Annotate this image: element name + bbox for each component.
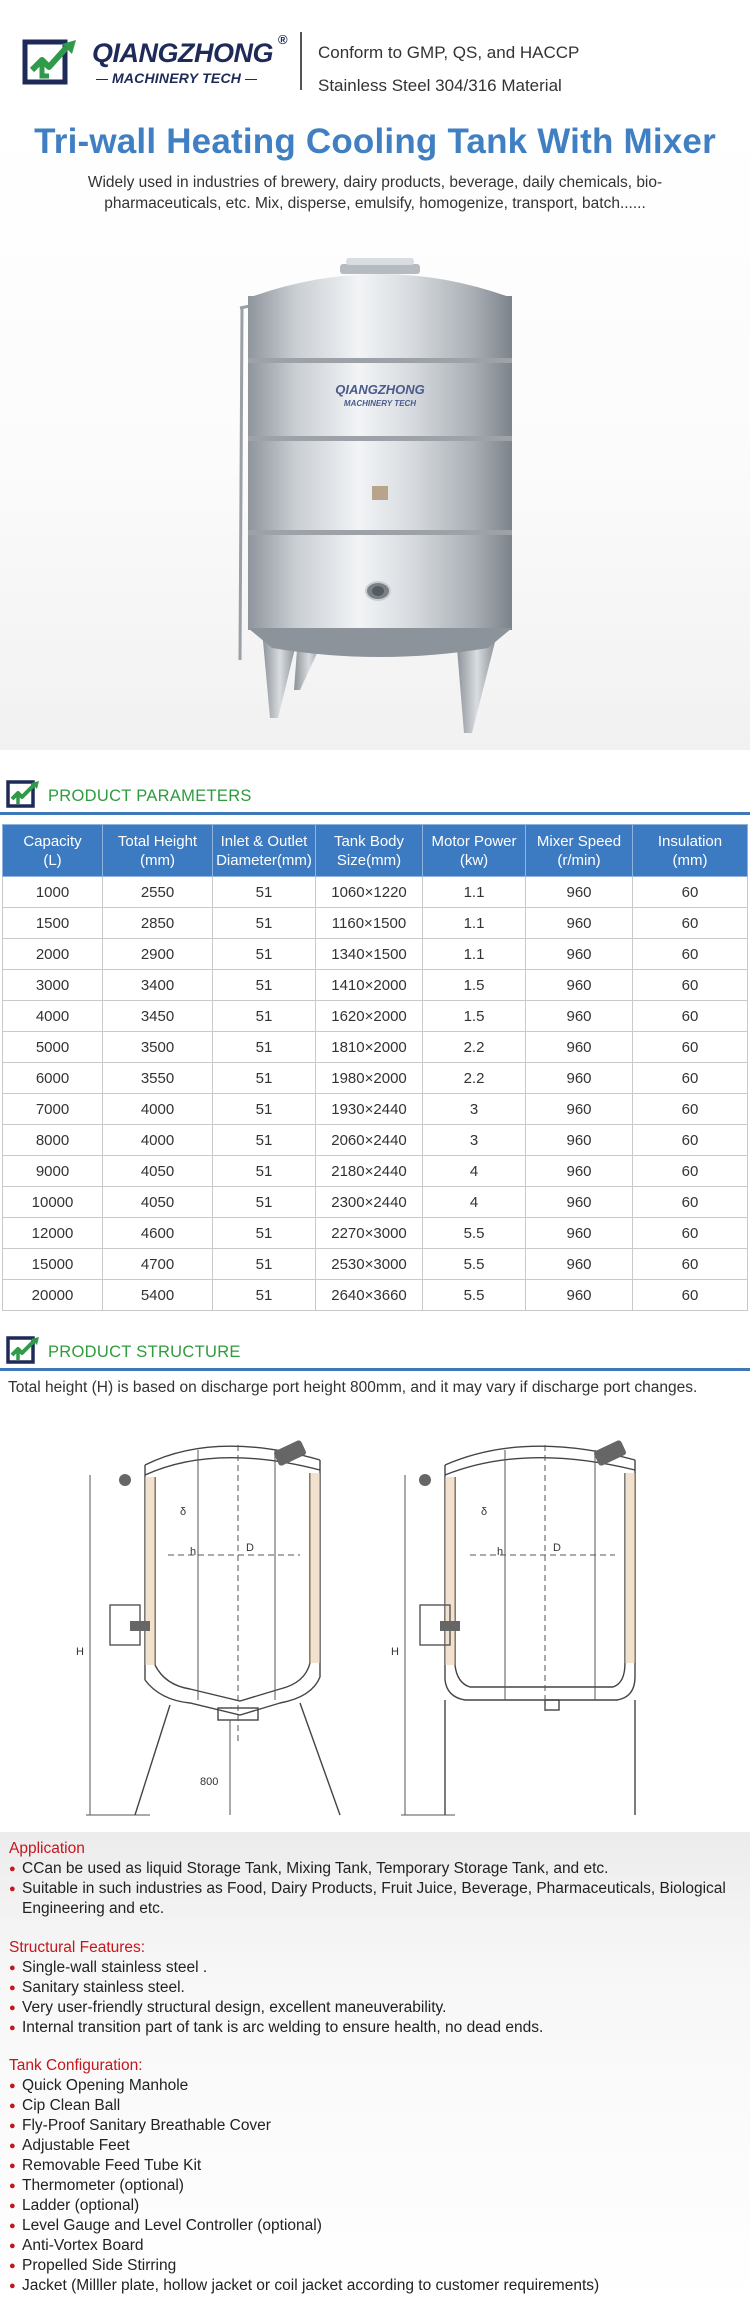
parameters-table	[2, 824, 748, 1311]
table-cell: 1.1	[423, 939, 526, 970]
table-cell: 1.1	[423, 877, 526, 908]
table-cell: 4000	[103, 1094, 213, 1125]
table-body	[3, 877, 748, 1311]
table-cell: 3450	[103, 1001, 213, 1032]
dimension-d-label: D	[553, 1542, 561, 1554]
tank-configuration-title: Tank Configuration:	[9, 2057, 143, 2074]
table-cell: 1810×2000	[316, 1032, 423, 1063]
table-cell: 1340×1500	[316, 939, 423, 970]
table-cell: 960	[526, 1125, 633, 1156]
table-cell: 2550	[103, 877, 213, 908]
list-item: ● Jacket (Milller plate, hollow jacket or coil jacket according to customer requirements)	[9, 2276, 599, 2296]
table-row	[3, 1280, 748, 1311]
table-row	[3, 1218, 748, 1249]
table-cell: 960	[526, 970, 633, 1001]
table-cell: 960	[526, 908, 633, 939]
table-cell: 5400	[103, 1280, 213, 1311]
list-item: ● Sanitary stainless steel.	[9, 1978, 543, 1998]
table-cell: 60	[633, 877, 748, 908]
dimension-h-label: H	[76, 1646, 84, 1658]
list-item: ● Quick Opening Manhole	[9, 2076, 599, 2096]
claim-standards: Conform to GMP, QS, and HACCP	[318, 43, 580, 62]
table-row	[3, 1156, 748, 1187]
table-cell: 60	[633, 1280, 748, 1311]
column-header: Mixer Speed (r/min)	[526, 825, 633, 877]
hero-section	[0, 118, 750, 750]
table-cell: 60	[633, 1001, 748, 1032]
column-header: Motor Power (kw)	[423, 825, 526, 877]
table-cell: 2900	[103, 939, 213, 970]
table-cell: 5.5	[423, 1218, 526, 1249]
table-cell: 1930×2440	[316, 1094, 423, 1125]
table-cell: 60	[633, 1032, 748, 1063]
table-cell: 2640×3660	[316, 1280, 423, 1311]
dimension-d-label: D	[246, 1542, 254, 1554]
dimension-delta-label: δ	[481, 1506, 488, 1518]
application-block	[9, 1839, 729, 1919]
table-cell: 2270×3000	[316, 1218, 423, 1249]
dimension-small-h-label: h	[190, 1546, 197, 1558]
specification-lists	[0, 1832, 750, 2300]
list-item: ● Thermometer (optional)	[9, 2176, 599, 2196]
table-cell: 4600	[103, 1218, 213, 1249]
table-cell: 51	[213, 1063, 316, 1094]
table-cell: 2.2	[423, 1032, 526, 1063]
table-row	[3, 1094, 748, 1125]
dimension-800-label: 800	[200, 1776, 219, 1788]
list-item: ● Cip Clean Ball	[9, 2096, 599, 2116]
table-cell: 3000	[3, 970, 103, 1001]
structural-features-block	[9, 1938, 543, 2038]
table-cell: 60	[633, 1125, 748, 1156]
column-header: Total Height (mm)	[103, 825, 213, 877]
table-cell: 51	[213, 939, 316, 970]
tank-product-image	[220, 228, 540, 748]
table-cell: 2060×2440	[316, 1125, 423, 1156]
list-item: ● Level Gauge and Level Controller (optional)	[9, 2216, 599, 2236]
table-cell: 1500	[3, 908, 103, 939]
section-rule	[0, 1368, 750, 1371]
structural-features-list	[9, 1958, 543, 2038]
table-cell: 60	[633, 1094, 748, 1125]
tank-drawing-flat-base	[385, 1415, 715, 1835]
table-cell: 960	[526, 1280, 633, 1311]
table-cell: 3	[423, 1094, 526, 1125]
application-title: Application	[9, 1840, 85, 1857]
header-claims	[318, 36, 579, 102]
table-cell: 960	[526, 1218, 633, 1249]
table-cell: 1.5	[423, 1001, 526, 1032]
table-row	[3, 908, 748, 939]
table-row	[3, 1063, 748, 1094]
section-logo-icon	[6, 1335, 40, 1365]
list-item: ● Suitable in such industries as Food, Dairy Products, Fruit Juice, Beverage, Pharmaceuticals, Biological Engineering and etc.	[9, 1879, 729, 1919]
table-cell: 960	[526, 1032, 633, 1063]
table-cell: 2300×2440	[316, 1187, 423, 1218]
list-item: ● Anti-Vortex Board	[9, 2236, 599, 2256]
table-row	[3, 1032, 748, 1063]
table-cell: 51	[213, 1001, 316, 1032]
dimension-delta-label: δ	[180, 1506, 187, 1518]
structure-note: Total height (H) is based on discharge port height 800mm, and it may vary if discharge port changes.	[8, 1379, 698, 1396]
brand-block	[92, 32, 288, 86]
tank-watermark-sub: MACHINERY TECH	[343, 399, 417, 408]
table-cell: 960	[526, 1094, 633, 1125]
table-cell: 1160×1500	[316, 908, 423, 939]
table-row	[3, 939, 748, 970]
table-row	[3, 877, 748, 908]
dimension-small-h-label: h	[497, 1546, 504, 1558]
table-cell: 51	[213, 1218, 316, 1249]
structure-section-header	[0, 1331, 750, 1371]
table-cell: 2530×3000	[316, 1249, 423, 1280]
table-cell: 51	[213, 1187, 316, 1218]
structural-features-title: Structural Features:	[9, 1939, 146, 1956]
column-header: Insulation (mm)	[633, 825, 748, 877]
table-cell: 7000	[3, 1094, 103, 1125]
column-header: Tank Body Size(mm)	[316, 825, 423, 877]
table-cell: 6000	[3, 1063, 103, 1094]
table-cell: 3550	[103, 1063, 213, 1094]
table-row	[3, 1187, 748, 1218]
page-header	[0, 0, 750, 118]
table-cell: 960	[526, 1001, 633, 1032]
tank-drawing-with-legs	[50, 1415, 380, 1835]
list-item: ● CCan be used as liquid Storage Tank, Mixing Tank, Temporary Storage Tank, and etc.	[9, 1859, 729, 1879]
table-cell: 15000	[3, 1249, 103, 1280]
list-item: ● Very user-friendly structural design, excellent maneuverability.	[9, 1998, 543, 2018]
page-title: Tri-wall Heating Cooling Tank With Mixer	[34, 122, 716, 161]
table-cell: 3400	[103, 970, 213, 1001]
table-cell: 8000	[3, 1125, 103, 1156]
header-divider	[300, 32, 302, 90]
table-cell: 4700	[103, 1249, 213, 1280]
table-cell: 2180×2440	[316, 1156, 423, 1187]
table-cell: 5.5	[423, 1249, 526, 1280]
table-cell: 3	[423, 1125, 526, 1156]
dimension-h-label: H	[391, 1646, 399, 1658]
section-rule	[0, 812, 750, 815]
table-cell: 2.2	[423, 1063, 526, 1094]
table-cell: 960	[526, 1249, 633, 1280]
parameters-heading: PRODUCT PARAMETERS	[48, 787, 252, 805]
list-item: ● Fly-Proof Sanitary Breathable Cover	[9, 2116, 599, 2136]
list-item: ● Single-wall stainless steel .	[9, 1958, 543, 1978]
application-list	[9, 1859, 729, 1919]
table-row	[3, 1001, 748, 1032]
table-cell: 51	[213, 1249, 316, 1280]
table-cell: 51	[213, 970, 316, 1001]
list-item: ● Internal transition part of tank is arc welding to ensure health, no dead ends.	[9, 2018, 543, 2038]
tank-configuration-block	[9, 2056, 599, 2296]
parameters-section-header	[0, 775, 750, 815]
table-cell: 4	[423, 1156, 526, 1187]
table-cell: 960	[526, 877, 633, 908]
table-cell: 51	[213, 877, 316, 908]
table-cell: 1.5	[423, 970, 526, 1001]
table-cell: 2000	[3, 939, 103, 970]
table-cell: 1980×2000	[316, 1063, 423, 1094]
list-item: ● Ladder (optional)	[9, 2196, 599, 2216]
table-cell: 60	[633, 1187, 748, 1218]
table-row	[3, 1125, 748, 1156]
section-logo-icon	[6, 779, 40, 809]
claim-material: Stainless Steel 304/316 Material	[318, 76, 562, 95]
column-header: Capacity (L)	[3, 825, 103, 877]
table-cell: 5.5	[423, 1280, 526, 1311]
table-cell: 4	[423, 1187, 526, 1218]
table-cell: 10000	[3, 1187, 103, 1218]
structure-heading: PRODUCT STRUCTURE	[48, 1343, 241, 1361]
tank-configuration-list	[9, 2076, 599, 2296]
table-cell: 20000	[3, 1280, 103, 1311]
hero-description: Widely used in industries of brewery, dairy products, beverage, daily chemicals, bio-pharmaceuticals, etc. Mix, disperse, emulsify, homogenize, transport, batch......	[87, 174, 663, 212]
table-cell: 51	[213, 1125, 316, 1156]
brand-subtitle: MACHINERY TECH	[92, 70, 282, 86]
table-cell: 1620×2000	[316, 1001, 423, 1032]
table-cell: 3500	[103, 1032, 213, 1063]
table-cell: 60	[633, 1156, 748, 1187]
table-cell: 4000	[3, 1001, 103, 1032]
table-cell: 51	[213, 908, 316, 939]
table-cell: 4050	[103, 1187, 213, 1218]
brand-name: QIANGZHONG	[92, 38, 273, 68]
table-header-row	[3, 825, 748, 877]
table-cell: 1410×2000	[316, 970, 423, 1001]
table-cell: 60	[633, 1249, 748, 1280]
table-row	[3, 1249, 748, 1280]
table-cell: 60	[633, 908, 748, 939]
company-logo-icon	[22, 36, 80, 88]
list-item: ● Removable Feed Tube Kit	[9, 2156, 599, 2176]
table-cell: 9000	[3, 1156, 103, 1187]
table-cell: 2850	[103, 908, 213, 939]
table-cell: 51	[213, 1280, 316, 1311]
list-item: ● Propelled Side Stirring	[9, 2256, 599, 2276]
table-cell: 4050	[103, 1156, 213, 1187]
registered-mark: ®	[278, 32, 288, 47]
table-cell: 51	[213, 1094, 316, 1125]
table-cell: 60	[633, 939, 748, 970]
table-cell: 60	[633, 1063, 748, 1094]
table-cell: 60	[633, 970, 748, 1001]
table-cell: 960	[526, 939, 633, 970]
column-header: Inlet & Outlet Diameter(mm)	[213, 825, 316, 877]
table-cell: 4000	[103, 1125, 213, 1156]
tank-watermark: QIANGZHONG	[335, 382, 425, 397]
table-cell: 12000	[3, 1218, 103, 1249]
table-cell: 5000	[3, 1032, 103, 1063]
table-row	[3, 970, 748, 1001]
table-cell: 960	[526, 1156, 633, 1187]
table-cell: 1000	[3, 877, 103, 908]
table-cell: 960	[526, 1063, 633, 1094]
table-cell: 1.1	[423, 908, 526, 939]
table-cell: 51	[213, 1032, 316, 1063]
table-cell: 1060×1220	[316, 877, 423, 908]
table-cell: 60	[633, 1218, 748, 1249]
table-cell: 960	[526, 1187, 633, 1218]
table-cell: 51	[213, 1156, 316, 1187]
list-item: ● Adjustable Feet	[9, 2136, 599, 2156]
